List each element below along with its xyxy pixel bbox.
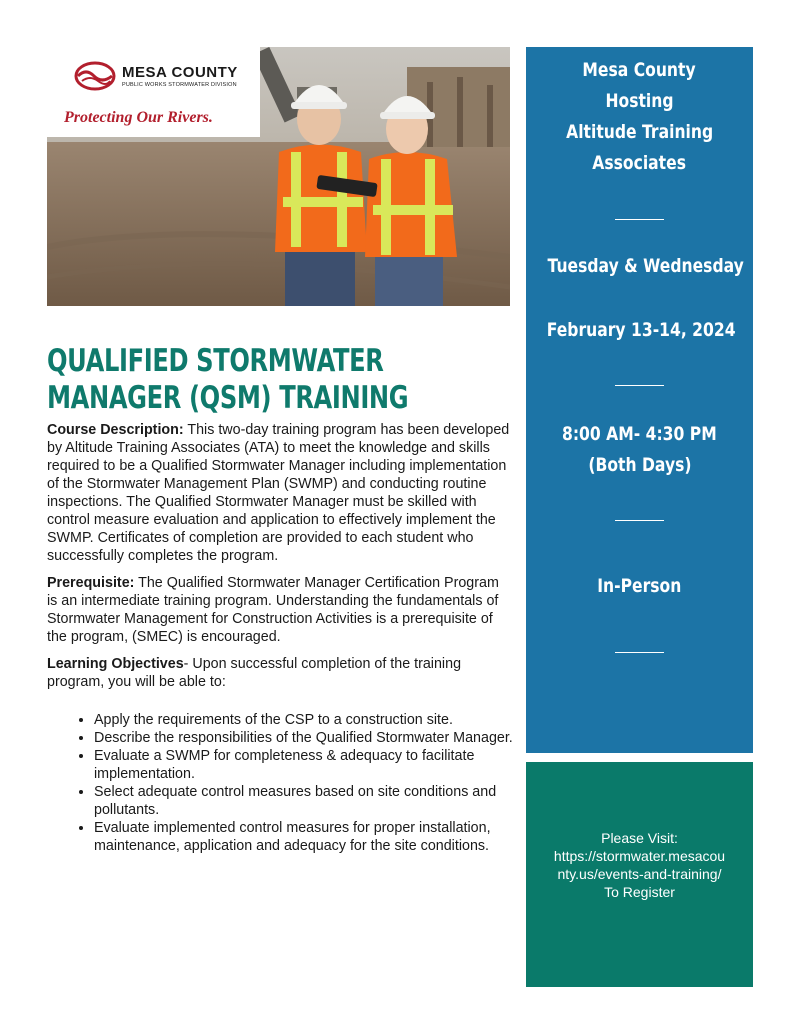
register-line-4: To Register <box>604 884 675 900</box>
host-block <box>526 55 753 179</box>
event-days-text: Tuesday & Wednesday <box>547 255 744 277</box>
mesa-county-emblem-icon <box>74 61 116 91</box>
objective-item: • Evaluate implemented control measures for proper installation, maintenance, application and adequacy for the site conditions. <box>94 819 513 855</box>
learning-objectives <box>47 655 513 691</box>
register-panel <box>526 762 753 987</box>
learning-objectives-text: - Upon successful completion of the training program, you will be able to: <box>47 656 462 690</box>
host-line-2: Hosting <box>605 90 674 112</box>
divider <box>615 652 664 653</box>
divider <box>615 219 664 220</box>
event-dates <box>526 315 753 346</box>
logo-text-block <box>122 65 238 88</box>
objective-item: • Select adequate control measures based on site conditions and pollutants. <box>94 783 513 819</box>
register-url-line-1[interactable]: https://stormwater.mesacou <box>553 848 726 864</box>
objectives-list <box>47 711 513 855</box>
mesa-county-logo <box>47 47 260 137</box>
host-line-4: Associates <box>592 152 687 174</box>
event-format <box>526 571 753 602</box>
event-time: 8:00 AM- 4:30 PM <box>562 423 717 445</box>
event-time-note: (Both Days) <box>587 454 692 476</box>
logo-division: PUBLIC WORKS STORMWATER DIVISION <box>122 81 237 88</box>
register-block <box>526 829 753 901</box>
event-dates-text: February 13-14, 2024 <box>546 319 736 341</box>
event-days <box>526 251 753 282</box>
logo-row <box>74 61 238 91</box>
title-line-2: MANAGER (QSM) TRAINING <box>47 380 409 416</box>
prerequisite <box>47 574 513 646</box>
course-description-text: This two-day training program has been developed by Altitude Training Associates (ATA) to meet the knowledge and skills required to be a Qualified Stormwater Manager including implementation of the Stormwater Management Plan (SWMP) and conducting routine inspections. The Qualified Stormwater Manager must be skilled with control measure evaluation and application to effectively implement the SWMP. Certificates of completion are provided to each student who successfully completes the program. <box>47 422 510 564</box>
event-format-text: In-Person <box>597 575 682 597</box>
prerequisite-label: Prerequisite: <box>47 575 135 591</box>
logo-org-name: MESA COUNTY <box>122 63 238 81</box>
course-description-label: Course Description: <box>47 422 184 438</box>
title-line-1: QUALIFIED STORMWATER <box>47 343 384 379</box>
learning-objectives-label: Learning Objectives <box>47 656 184 672</box>
prerequisite-text: The Qualified Stormwater Manager Certification Program is an intermediate training program. Understanding the fundamentals of Stormwater Management for Construction Activities is a prerequisite of the program, (SMEC) is encouraged. <box>47 575 499 645</box>
objective-item: • Apply the requirements of the CSP to a construction site. <box>94 711 513 729</box>
objective-item: • Describe the responsibilities of the Qualified Stormwater Manager. <box>94 729 513 747</box>
register-url-line-2[interactable]: nty.us/events-and-training/ <box>557 866 722 882</box>
course-description <box>47 421 513 565</box>
register-line-1: Please Visit: <box>601 830 678 846</box>
course-body <box>47 421 513 855</box>
event-details-panel <box>526 47 753 753</box>
divider <box>615 520 664 521</box>
host-line-1: Mesa County <box>582 59 697 81</box>
page-title <box>47 343 409 417</box>
logo-tagline: Protecting Our Rivers. <box>64 109 213 126</box>
host-line-3: Altitude Training <box>565 121 714 143</box>
event-time-block <box>526 419 753 481</box>
objective-item: • Evaluate a SWMP for completeness & adequacy to facilitate implementation. <box>94 747 513 783</box>
divider <box>615 385 664 386</box>
